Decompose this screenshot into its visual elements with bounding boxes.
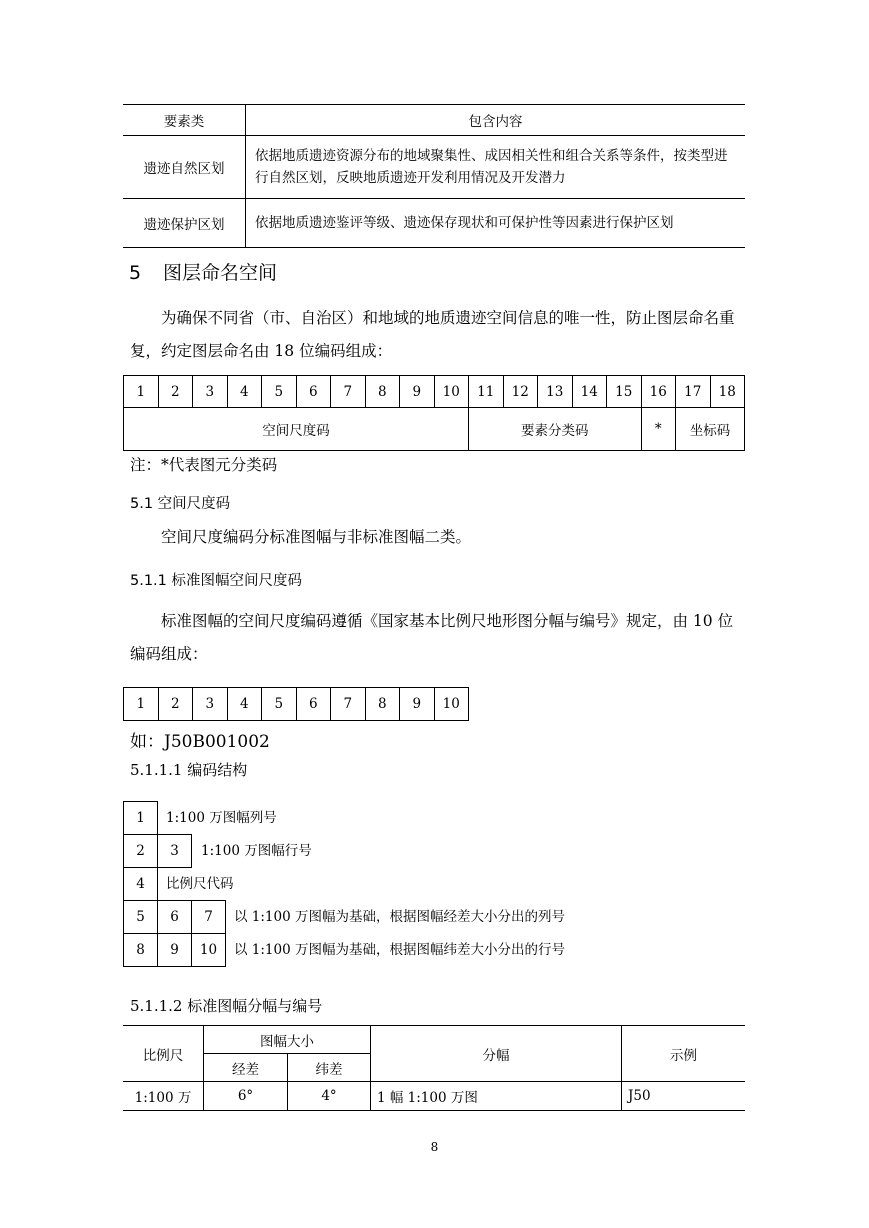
section-title: 图层命名空间	[163, 262, 278, 284]
header-content: 包含内容	[246, 105, 746, 136]
digit-cell: 16	[641, 376, 676, 408]
digit-cell: 3	[193, 688, 228, 721]
code-desc: 1:100 万图幅列号	[166, 810, 277, 826]
subsection-heading-5-1-1-2: 5.1.1.2 标准图幅分幅与编号	[130, 997, 323, 1015]
code-box: 1	[123, 801, 158, 835]
code-box: 5	[123, 900, 158, 934]
group-element-class: 要素分类码	[469, 408, 642, 451]
digit-cell: 1	[124, 688, 159, 721]
digit-cell: 6	[296, 688, 331, 721]
digit-cell: 11	[469, 376, 504, 408]
table-row	[123, 136, 745, 199]
digit-cell: 7	[331, 688, 366, 721]
digit-cell: 8	[365, 688, 400, 721]
table-header-row	[123, 1026, 745, 1054]
digit-cell: 4	[227, 688, 262, 721]
code-desc: 比例尺代码	[166, 876, 234, 892]
paragraph-5-1-1: 标准图幅的空间尺度编码遵循《国家基本比例尺地形图分幅与编号》规定，由 10 位编码组成：	[130, 612, 734, 663]
digit-cell: 6	[296, 376, 331, 408]
header-lat: 纬差	[288, 1054, 371, 1082]
header-split: 分幅	[371, 1026, 622, 1082]
header-size: 图幅大小	[204, 1026, 371, 1054]
group-coordinate: 坐标码	[676, 408, 745, 451]
digit-cell: 18	[710, 376, 745, 408]
cell-example: J50	[622, 1082, 746, 1111]
code18-table	[123, 375, 745, 451]
code-desc: 1:100 万图幅行号	[201, 843, 312, 859]
header-lon: 经差	[204, 1054, 288, 1082]
table-row	[123, 1082, 745, 1111]
digit-cell: 5	[262, 376, 297, 408]
subsection-heading-5-1-1-1: 5.1.1.1 编码结构	[130, 761, 248, 779]
code-box: 2	[123, 834, 158, 868]
cell-lat: 4°	[288, 1082, 371, 1111]
subsection-heading-5-1-1: 5.1.1 标准图幅空间尺度码	[130, 573, 303, 589]
digit-cell: 9	[400, 376, 435, 408]
digit-cell: 13	[538, 376, 573, 408]
digit-cell: 9	[400, 688, 435, 721]
code-desc: 以 1:100 万图幅为基础，根据图幅纬差大小分出的行号	[234, 942, 565, 958]
code-box: 10	[191, 933, 226, 967]
code-box: 7	[191, 900, 226, 934]
region-content-table	[123, 104, 745, 248]
digit-cell: 8	[365, 376, 400, 408]
digit-cell: 2	[158, 688, 193, 721]
digit-cell: 14	[572, 376, 607, 408]
code-box: 3	[157, 834, 192, 868]
digit-row	[124, 376, 745, 408]
header-scale: 比例尺	[123, 1026, 204, 1082]
table-header-row	[123, 105, 745, 136]
row-name: 遗迹自然区划	[123, 136, 246, 199]
digit-cell: 1	[124, 376, 159, 408]
note: 注：*代表图元分类码	[130, 456, 278, 474]
group-spatial-scale: 空间尺度码	[124, 408, 469, 451]
digit-cell: 10	[434, 688, 469, 721]
digit-cell: 3	[193, 376, 228, 408]
code10-table	[123, 687, 469, 721]
digit-cell: 5	[262, 688, 297, 721]
digit-cell: 7	[331, 376, 366, 408]
code-box: 9	[157, 933, 192, 967]
digit-cell: 4	[227, 376, 262, 408]
group-row	[124, 408, 745, 451]
group-star: *	[641, 408, 676, 451]
table-row	[123, 199, 745, 248]
code-box: 8	[123, 933, 158, 967]
digit-cell: 2	[158, 376, 193, 408]
section-heading	[129, 258, 277, 285]
digit-cell: 12	[503, 376, 538, 408]
header-example: 示例	[622, 1026, 746, 1082]
map-sheet-table	[123, 1025, 745, 1111]
section-number: 5	[129, 262, 142, 284]
paragraph-layer-naming: 为确保不同省（市、自治区）和地域的地质遗迹空间信息的唯一性，防止图层命名重复，约定图层命名由 18 位编码组成：	[130, 309, 735, 360]
cell-scale: 1:100 万	[123, 1082, 204, 1111]
cell-lon: 6°	[204, 1082, 288, 1111]
code-box: 4	[123, 867, 158, 901]
page-number: 8	[430, 1140, 439, 1154]
digit-cell: 10	[434, 376, 469, 408]
subsection-heading-5-1: 5.1 空间尺度码	[130, 496, 231, 512]
digit-cell: 15	[607, 376, 642, 408]
code-box: 6	[157, 900, 192, 934]
header-element-class: 要素类	[123, 105, 246, 136]
code-desc: 以 1:100 万图幅为基础，根据图幅经差大小分出的列号	[234, 909, 565, 925]
digit-row	[124, 688, 469, 721]
row-name: 遗迹保护区划	[123, 199, 246, 248]
row-content: 依据地质遗迹鉴评等级、遗迹保存现状和可保护性等因素进行保护区划	[246, 199, 746, 248]
paragraph-5-1: 空间尺度编码分标准图幅与非标准图幅二类。	[161, 528, 472, 546]
row-content: 依据地质遗迹资源分布的地域聚集性、成因相关性和组合关系等条件，按类型进行自然区划，反映地质遗迹开发利用情况及开发潜力	[246, 136, 746, 199]
cell-split: 1 幅 1:100 万图	[371, 1082, 622, 1111]
example-code: 如：J50B001002	[130, 732, 270, 752]
digit-cell: 17	[676, 376, 711, 408]
